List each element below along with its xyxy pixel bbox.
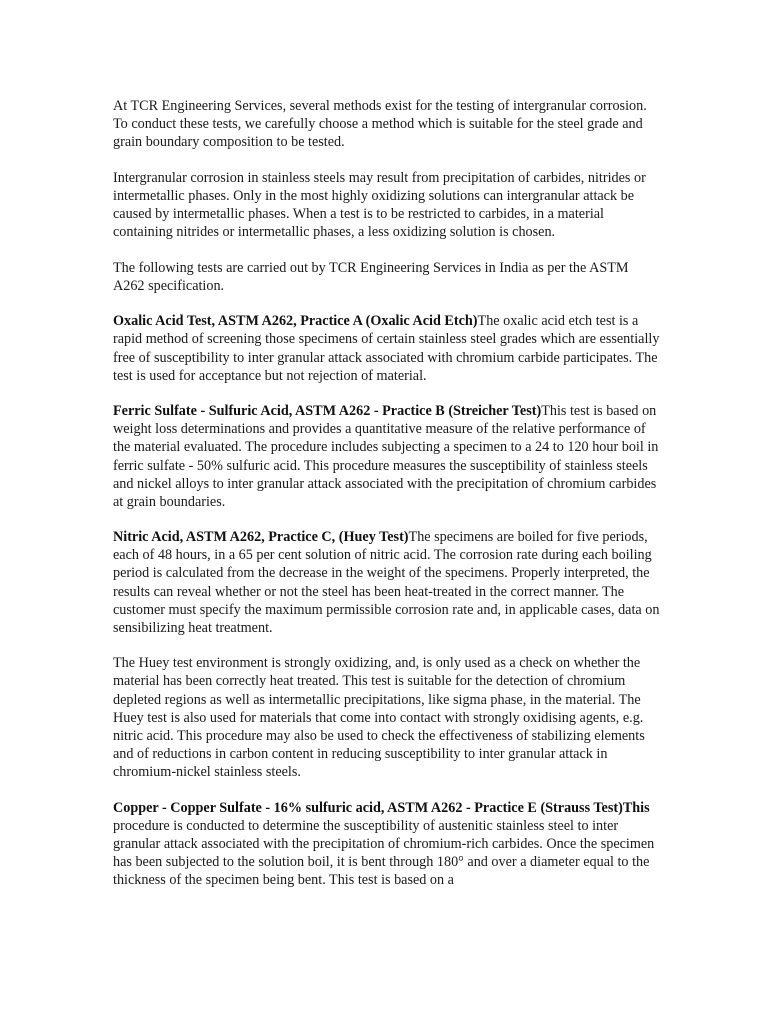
section-practice-a (113, 312, 661, 384)
intro-paragraph-3: The following tests are carried out by TCR Engineering Services in India as per the ASTM A262 specification. (113, 259, 629, 294)
huey-paragraph: The Huey test environment is strongly oxidizing, and, is only used as a check on whether the material has been correctly heat treated. This test is suitable for the detection of chromium depleted regions as well as intermetallic precipitations, like sigma phase, in the material. The Huey test is also used for materials that come into contact with strongly oxidising agents, e.g. nitric acid. This procedure may also be used to check the effectiveness of stabilizing elements and of reductions in carbon content in reducing susceptibility to inter granular attack in chromium-nickel stainless steels. (113, 655, 645, 780)
section-body: procedure is conducted to determine the susceptibility of austenitic stainless steel to inter granular attack associated with the precipitation of chromium-rich carbides. Once the specimen has been subjected to the solution boil, it is bent through 180° and over a diameter equal to the thickness of the specimen being bent. This test is based on a (113, 817, 655, 888)
section-body: The oxalic acid etch test is a rapid method of screening those specimens of certain stainless steel grades which are essentially free of susceptibility to inter granular attack associated with chromium carbide participates. The test is used for acceptance but not rejection of material. (113, 313, 660, 384)
section-practice-c (113, 528, 661, 637)
section-practice-e (113, 799, 661, 889)
section-body: This test is based on weight loss determinations and provides a quantitative measure of the relative performance of the material evaluated. The procedure includes subjecting a specimen to a 24 to 120 hour boil in ferric sulfate - 50% sulfuric acid. This procedure measures the susceptibility of stainless steels and nickel alloys to inter granular attack associated with the precipitation of chromium carbides at grain boundaries. (113, 403, 659, 510)
section-body: The specimens are boiled for five periods, each of 48 hours, in a 65 per cent solution of nitric acid. The corrosion rate during each boiling period is calculated from the decrease in the weight of the specimens. Properly interpreted, the results can reveal whether or not the steel has been heat-treated in the correct manner. The customer must specify the maximum permissible corrosion rate and, in applicable cases, data on sensibilizing heat treatment. (113, 529, 660, 636)
section-heading: Oxalic Acid Test, ASTM A262, Practice A (Oxalic Acid Etch) (113, 313, 478, 330)
intro-paragraph-2: Intergranular corrosion in stainless steels may result from precipitation of carbides, nitrides or intermetallic phases. Only in the most highly oxidizing solutions can intergranular attack be caused by intermetallic phases. When a test is to be restricted to carbides, in a material containing nitrides or intermetallic phases, a less oxidizing solution is chosen. (113, 169, 646, 241)
section-practice-b (113, 402, 661, 511)
document-page (113, 97, 661, 906)
intro-paragraph-1: At TCR Engineering Services, several methods exist for the testing of intergranular corrosion. To conduct these tests, we carefully choose a method which is suitable for the steel grade and grain boundary composition to be tested. (113, 98, 647, 151)
section-heading: Ferric Sulfate - Sulfuric Acid, ASTM A262 - Practice B (Streicher Test) (113, 403, 542, 420)
section-heading: Nitric Acid, ASTM A262, Practice C, (Huey Test) (113, 529, 409, 546)
section-heading: Copper - Copper Sulfate - 16% sulfuric acid, ASTM A262 - Practice E (Strauss Test)This (113, 799, 650, 816)
